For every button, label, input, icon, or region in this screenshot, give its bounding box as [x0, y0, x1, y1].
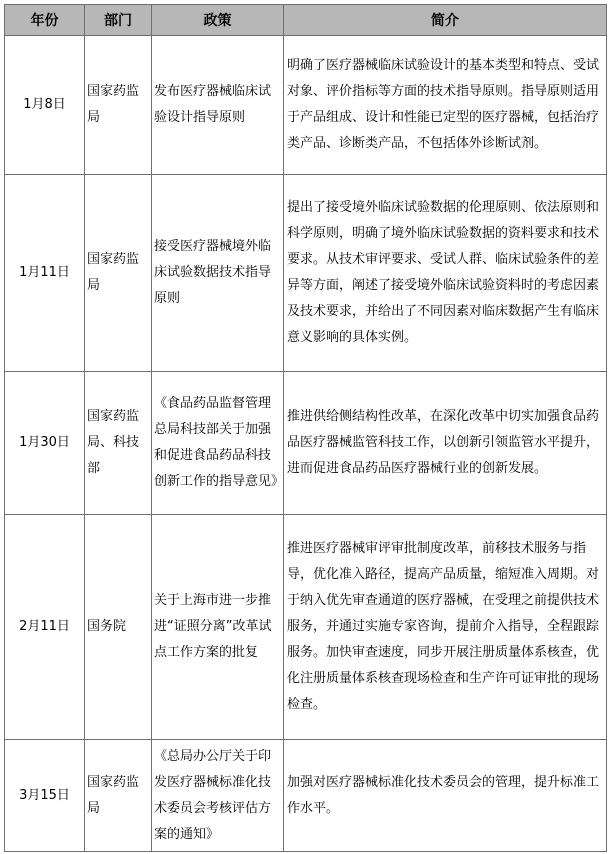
- policy-cell: 关于上海市进一步推进“证照分离”改革试点工作方案的批复: [152, 515, 284, 740]
- date-cell: 2月11日: [5, 515, 85, 740]
- policy-cell: 接受医疗器械境外临床试验数据技术指导原则: [152, 175, 284, 372]
- date-cell: 1月8日: [5, 36, 85, 175]
- summary-cell: 明确了医疗器械临床试验设计的基本类型和特点、受试对象、评价指标等方面的技术指导原则。指导原则适用于产品组成、设计和性能已定型的医疗器械，包括治疗类产品、诊断类产品，不包括体外诊断试剂。: [284, 36, 607, 175]
- header-row: [5, 5, 607, 36]
- table-row: [5, 372, 607, 515]
- summary-cell: 推进供给侧结构性改革，在深化改革中切实加强食品药品医疗器械监管科技工作，以创新引领监管水平提升，进而促进食品药品医疗器械行业的创新发展。: [284, 372, 607, 515]
- policy-cell: 发布医疗器械临床试验设计指导原则: [152, 36, 284, 175]
- dept-cell: 国家药监局: [85, 740, 152, 852]
- table-row: [5, 515, 607, 740]
- table-row: [5, 740, 607, 852]
- dept-cell: 国家药监局: [85, 36, 152, 175]
- summary-cell: 提出了接受境外临床试验数据的伦理原则、依法原则和科学原则，明确了境外临床试验数据的资料要求和技术要求。从技术审评要求、受试人群、临床试验条件的差异等方面，阐述了接受境外临床试验资料时的考虑因素及技术要求，并给出了不同因素对临床数据产生有临床意义影响的具体实例。: [284, 175, 607, 372]
- dept-cell: 国家药监局、科技部: [85, 372, 152, 515]
- header-year: 年份: [5, 5, 85, 36]
- header-dept: 部门: [85, 5, 152, 36]
- summary-cell: 推进医疗器械审评审批制度改革，前移技术服务与指导，优化准入路径，提高产品质量，缩短准入周期。对于纳入优先审查通道的医疗器械，在受理之前提供技术服务，并通过实施专家咨询，提前介入指导，全程跟踪服务。加快审查速度，同步开展注册质量体系核查，优化注册质量体系核查现场检查和生产许可证审批的现场检查。: [284, 515, 607, 740]
- dept-cell: 国家药监局: [85, 175, 152, 372]
- dept-cell: 国务院: [85, 515, 152, 740]
- table-row: [5, 36, 607, 175]
- table-row: [5, 175, 607, 372]
- policy-table: [4, 4, 607, 852]
- policy-cell: 《食品药品监督管理总局科技部关于加强和促进食品药品科技创新工作的指导意见》: [152, 372, 284, 515]
- header-policy: 政策: [152, 5, 284, 36]
- summary-cell: 加强对医疗器械标准化技术委员会的管理，提升标准工作水平。: [284, 740, 607, 852]
- date-cell: 1月11日: [5, 175, 85, 372]
- date-cell: 1月30日: [5, 372, 85, 515]
- header-summary: 简介: [284, 5, 607, 36]
- date-cell: 3月15日: [5, 740, 85, 852]
- policy-cell: 《总局办公厅关于印发医疗器械标准化技术委员会考核评估方案的通知》: [152, 740, 284, 852]
